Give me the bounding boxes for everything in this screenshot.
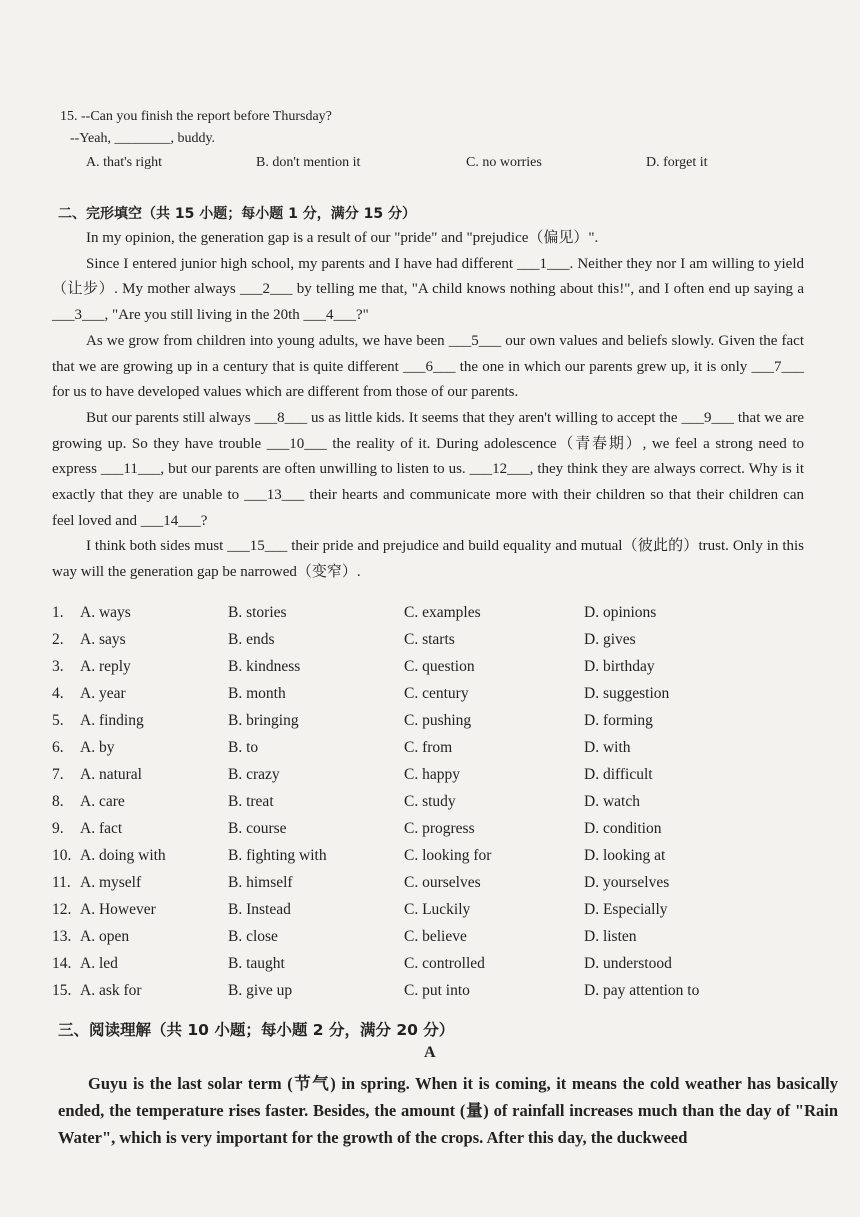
question-15-option-a: A. that's right <box>86 155 163 170</box>
option-row <box>52 658 812 685</box>
cloze-options-list <box>52 604 812 1009</box>
option-b: B. taught <box>228 955 285 972</box>
option-a: A. led <box>80 955 118 972</box>
option-d: D. condition <box>584 820 662 837</box>
option-b: B. month <box>228 685 286 702</box>
cloze-passage <box>52 226 804 586</box>
option-c: C. ourselves <box>404 874 481 891</box>
option-a: A. says <box>80 631 126 648</box>
option-b: B. close <box>228 928 278 945</box>
question-15-options <box>60 152 820 174</box>
option-d: D. listen <box>584 928 637 945</box>
option-d: D. birthday <box>584 658 655 675</box>
option-c: C. question <box>404 658 475 675</box>
section-2-title: 二、完形填空（共 15 小题；每小题 1 分，满分 15 分） <box>58 206 416 222</box>
option-number: 11. <box>52 874 71 891</box>
option-c: C. Luckily <box>404 901 471 918</box>
option-b: B. stories <box>228 604 287 621</box>
option-c: C. study <box>404 793 456 810</box>
option-d: D. forming <box>584 712 653 729</box>
option-number: 14. <box>52 955 72 972</box>
option-row <box>52 631 812 658</box>
option-c: C. controlled <box>404 955 485 972</box>
option-number: 9. <box>52 820 64 837</box>
option-d: D. opinions <box>584 604 657 621</box>
option-row <box>52 766 812 793</box>
option-c: C. pushing <box>404 712 472 729</box>
option-a: A. fact <box>80 820 123 837</box>
option-d: D. understood <box>584 955 672 972</box>
option-row <box>52 847 812 874</box>
option-b: B. Instead <box>228 901 291 918</box>
option-b: B. kindness <box>228 658 301 675</box>
question-15-option-d: D. forget it <box>646 155 708 170</box>
option-d: D. pay attention to <box>584 982 700 999</box>
option-a: A. by <box>80 739 115 756</box>
option-d: D. gives <box>584 631 636 648</box>
option-number: 5. <box>52 712 64 729</box>
question-15 <box>60 106 708 170</box>
option-a: A. reply <box>80 658 131 675</box>
option-c: C. looking for <box>404 847 492 864</box>
option-number: 10. <box>52 847 72 864</box>
cloze-paragraph: In my opinion, the generation gap is a result of our "pride" and "prejudice（偏见）". <box>86 230 599 246</box>
option-row <box>52 685 812 712</box>
option-c: C. happy <box>404 766 460 783</box>
option-row <box>52 928 812 955</box>
option-a: A. myself <box>80 874 142 891</box>
option-row <box>52 901 812 928</box>
option-b: B. treat <box>228 793 274 810</box>
option-a: A. finding <box>80 712 144 729</box>
option-number: 13. <box>52 928 72 945</box>
option-a: A. doing with <box>80 847 166 864</box>
passage-a-heading: A <box>424 1044 436 1061</box>
option-b: B. course <box>228 820 287 837</box>
option-c: C. put into <box>404 982 470 999</box>
reading-paragraph: Guyu is the last solar term (节气) in spring. When it is coming, it means the cold weather has basically ended, the temperature rises faster. Besides, the amount (量) of rainfall increases much than the day of "Rain Water", which is very important for the growth of the crops. After this day, the duckweed <box>58 1074 838 1147</box>
option-b: B. crazy <box>228 766 280 783</box>
cloze-paragraph: As we grow from children into young adults, we have been ___5___ our own values and beliefs slowly. Given the fact that we are growing up in a century that is quite different ___6___ the one in which our parents grew up, it is only ___7___ for us to have developed values which are different from those of our parents. <box>52 332 804 401</box>
option-b: B. himself <box>228 874 293 891</box>
option-c: C. believe <box>404 928 467 945</box>
option-b: B. bringing <box>228 712 299 729</box>
option-b: B. give up <box>228 982 293 999</box>
option-number: 1. <box>52 604 64 621</box>
option-a: A. ways <box>80 604 131 621</box>
cloze-paragraph: I think both sides must ___15___ their pride and prejudice and build equality and mutual（彼此的）trust. Only in this way will the generation gap be narrowed（变窄）. <box>52 538 804 581</box>
option-number: 6. <box>52 739 64 756</box>
cloze-paragraph: But our parents still always ___8___ us as little kids. It seems that they aren't willing to accept the ___9___ that we are growing up. So they have trouble ___10___ the reality of it. During adolescence（青春期）, we feel a strong need to express ___11___, but our parents are often unwilling to listen to us. ___12___, they think they are always correct. Why is it exactly that they are unable to ___13___ their hearts and communicate more with their children so that their children can feel loved and ___14___? <box>52 409 804 529</box>
option-row <box>52 739 812 766</box>
option-number: 15. <box>52 982 72 999</box>
section-3-title: 三、阅读理解（共 10 小题；每小题 2 分，满分 20 分） <box>58 1021 455 1039</box>
option-a: A. ask for <box>80 982 142 999</box>
option-row <box>52 955 812 982</box>
option-d: D. watch <box>584 793 640 810</box>
question-15-option-b: B. don't mention it <box>256 155 361 170</box>
cloze-paragraph: Since I entered junior high school, my parents and I have had different ___1___. Neither they nor I am willing to yield（让步）. My mother always ___2___ by telling me that, "A child knows nothing about this!", and I often end up saying a ___3___, "Are you still living in the 20th ___4___?" <box>52 255 804 324</box>
option-d: D. Especially <box>584 901 668 918</box>
option-row <box>52 604 812 631</box>
option-row <box>52 982 812 1009</box>
question-15-response: --Yeah, ________, buddy. <box>70 131 216 146</box>
option-b: B. to <box>228 739 259 756</box>
option-c: C. from <box>404 739 453 756</box>
option-c: C. progress <box>404 820 475 837</box>
option-number: 8. <box>52 793 64 810</box>
option-b: B. ends <box>228 631 275 648</box>
option-a: A. open <box>80 928 130 945</box>
option-a: A. care <box>80 793 125 810</box>
option-a: A. natural <box>80 766 142 783</box>
option-d: D. difficult <box>584 766 653 783</box>
option-number: 4. <box>52 685 64 702</box>
option-d: D. with <box>584 739 631 756</box>
option-number: 7. <box>52 766 64 783</box>
option-d: D. looking at <box>584 847 666 864</box>
option-c: C. century <box>404 685 469 702</box>
question-15-prompt: 15. --Can you finish the report before Thursday? <box>60 109 332 124</box>
option-a: A. However <box>80 901 156 918</box>
option-d: D. yourselves <box>584 874 670 891</box>
option-number: 2. <box>52 631 64 648</box>
option-row <box>52 793 812 820</box>
option-row <box>52 874 812 901</box>
option-c: C. examples <box>404 604 481 621</box>
option-b: B. fighting with <box>228 847 327 864</box>
option-number: 12. <box>52 901 72 918</box>
question-15-option-c: C. no worries <box>466 155 542 170</box>
option-d: D. suggestion <box>584 685 670 702</box>
option-number: 3. <box>52 658 64 675</box>
option-row <box>52 712 812 739</box>
option-c: C. starts <box>404 631 455 648</box>
option-a: A. year <box>80 685 126 702</box>
reading-passage-a <box>58 1070 838 1151</box>
option-row <box>52 820 812 847</box>
